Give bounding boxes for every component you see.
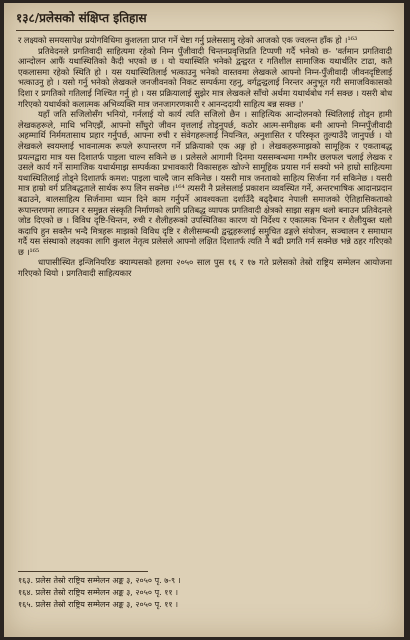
paragraph: र लक्ष्यको समयसापेक्ष प्रयोगविधिमा कुशलता प्राप्त गर्ने चेष्टा गर्नु प्रलेससामु रहेको आजको एक ज्वलन्त हाँक हो ।¹⁶³ bbox=[18, 35, 358, 45]
footnote-163: १६३. प्रलेस तेस्रो राष्ट्रिय सम्मेलन अङ्क ३, २०५० पृ. ७-९ । bbox=[18, 576, 181, 585]
page-header: १३८/प्रलेसको संक्षिप्त इतिहास bbox=[16, 11, 147, 25]
footnote-164: १६४. प्रलेस तेस्रो राष्ट्रिय सम्मेलन अङ्क ३, २०५० पृ. ११ । bbox=[18, 588, 179, 597]
footnotes bbox=[18, 575, 364, 611]
footnote-divider bbox=[18, 571, 148, 572]
paragraph: यहाँ जति सजिलोसँग भनियो, गर्नलाई यो कार्य त्यति सजिलो छैन । साहित्यिक आन्दोलनको स्थितिलाई तोड्न हामी लेखकहरूले, माथि भनिएझैं, आफ्नो साँघुरो जीवन वृत्तलाई तोड्नुपर्छ, कठोर आत्म-समीक्षक बनी आफ्नो निम्नपुँजीवादी अहम्मार्थि निर्ममतासाथ प्रहार गर्नुपर्छ, आफ्ना रुची र संवेगहरूलाई नियन्त्रित, अनुशासित र परिस्कृत तुल्याउँदै जानुपर्छ । यो लेखकले स्वयम्लाई भावनात्मक रूपले रूपान्तरण गर्ने प्रक्रियाको एक अङ्ग हो । लेखकहरूमाझको सामूहिक र एकताबद्ध प्रयत्नद्वारा मात्र यस दिशातर्फ पाइला चाल्न सकिने छ । प्रलेसले आगामी दिनमा यससम्बन्धमा गम्भीर छलफल चलाई लेखक र उसले कार्य गर्ने सामाजिक यथार्थमाझ सम्पर्कका प्रभावकारी विकासहरू खोज्ने सामूहिक प्रयास गर्न सक्यो भने हाम्रो साहित्यमा यथास्थितिलाई तोड्ने दिशातर्फ कमश: पाइला चाल्दै जान सकिनेछ । यसरी मात्र जनताको साहित्य सिर्जना गर्न सकिनेछ । यसरी मात्र हाम्रो वर्ग प्रतिबद्धताले सार्थक रूप लिन सक्नेछ ।¹⁶⁴ त्यसरी नै प्रलेसलाई प्रकाशन व्यवस्थित गर्ने, अन्तरभाषिक आदानप्रदान बढाउने, बालसाहित्य सिर्जनामा ध्यान दिने काम गर्नुपर्ने आवश्यकता दर्शाउँदै बढ्दैबाद नेपाली समाजको ऐतिहासिकताको रूपान्तरणमा लगाउन र समुन्नत संस्कृति निर्माणको लागि प्रतिबद्ध व्यापक प्रगतिवादी क्षेत्रको साझा सङ्गम थलो बनाउन प्रतिवेदनले जोड दिएको छ । विविध दृष्टि-चिन्तन, रुची र शैलीहरूको उपस्थितिका कारण यो निर्देश्य र एकात्मक चिन्तन र शैलीयुक्त थलो कदापि हुन सक्तैन भन्दै मित्रहरू माझको विविध दृष्टि र शैलीसम्बन्धी द्वन्द्वहरूलाई समुचित ढङ्गले संयोजन, सञ्चालन र समाधान गर्दै यस संस्थाको लक्ष्यका लागि कुशल नेतृत्व प्रलेसले आफ्नो लक्षित दिशातर्फ त्यति नै बढी प्रगति गर्न सक्नेछ भन्ने ठहर गरिएको छ ।¹⁶⁵ bbox=[18, 109, 392, 257]
footnote-165: १६५. प्रलेस तेस्रो राष्ट्रिय सम्मेलन अङ्क ३, २०५० पृ. ११ । bbox=[18, 600, 179, 609]
body-text bbox=[18, 35, 392, 279]
header-divider bbox=[16, 30, 394, 31]
paragraph: प्रतिवेदनले प्रगतिवादी साहित्यमा रहेको निम्न पुँजीवादी चिन्तनप्रवृत्तिप्रति टिप्पणी गर्दै भनेको छ- 'वर्तमान प्रगतिवादी आन्दोलन आफैं यथास्थितिको कैदी भएको छ । यो यथास्थिति भनेको द्वन्द्वरत र गतिशील सामाजिक यथार्थतिर टाढा, कतै एकलासमा रहेको स्थिति हो । यस यथास्थितिलाई भत्काउनु भनेको वास्तवमा लेखकले आफ्नो निम्न-पुँजीवादी जीवनदृष्टिलाई भत्काउनु हो । यसो गर्नु भनेको लेखकले जनजीवनको निकट सम्पर्कमा रहनु, वर्गद्वन्द्वलाई निरन्तर अनुभूत गरी समाजविकासको दिशा र प्रगतिको गतिलाई निश्चित गर्नु हो । यस प्रक्रियालाई सुझेर मात्र लेखकले साँचो अर्थमा यथार्थबोध गर्न सक्छ । यसरी बोध गरिएको यथार्थको कलात्मक अभिव्यक्ति मात्र जनजागरणकारी र आनन्ददायी साहित्य बन्न सक्छ ।' bbox=[18, 45, 392, 109]
paragraph: धापासीस्थित इन्जिनियरिङ क्याम्पसको हलमा २०५० साल पुस १६ र १७ गते प्रलेसको तेस्रो राष्ट्रिय सम्मेलन आयोजना गरिएको थियो । प्रगतिवादी साहित्यकार bbox=[18, 257, 392, 279]
book-page bbox=[4, 3, 404, 637]
